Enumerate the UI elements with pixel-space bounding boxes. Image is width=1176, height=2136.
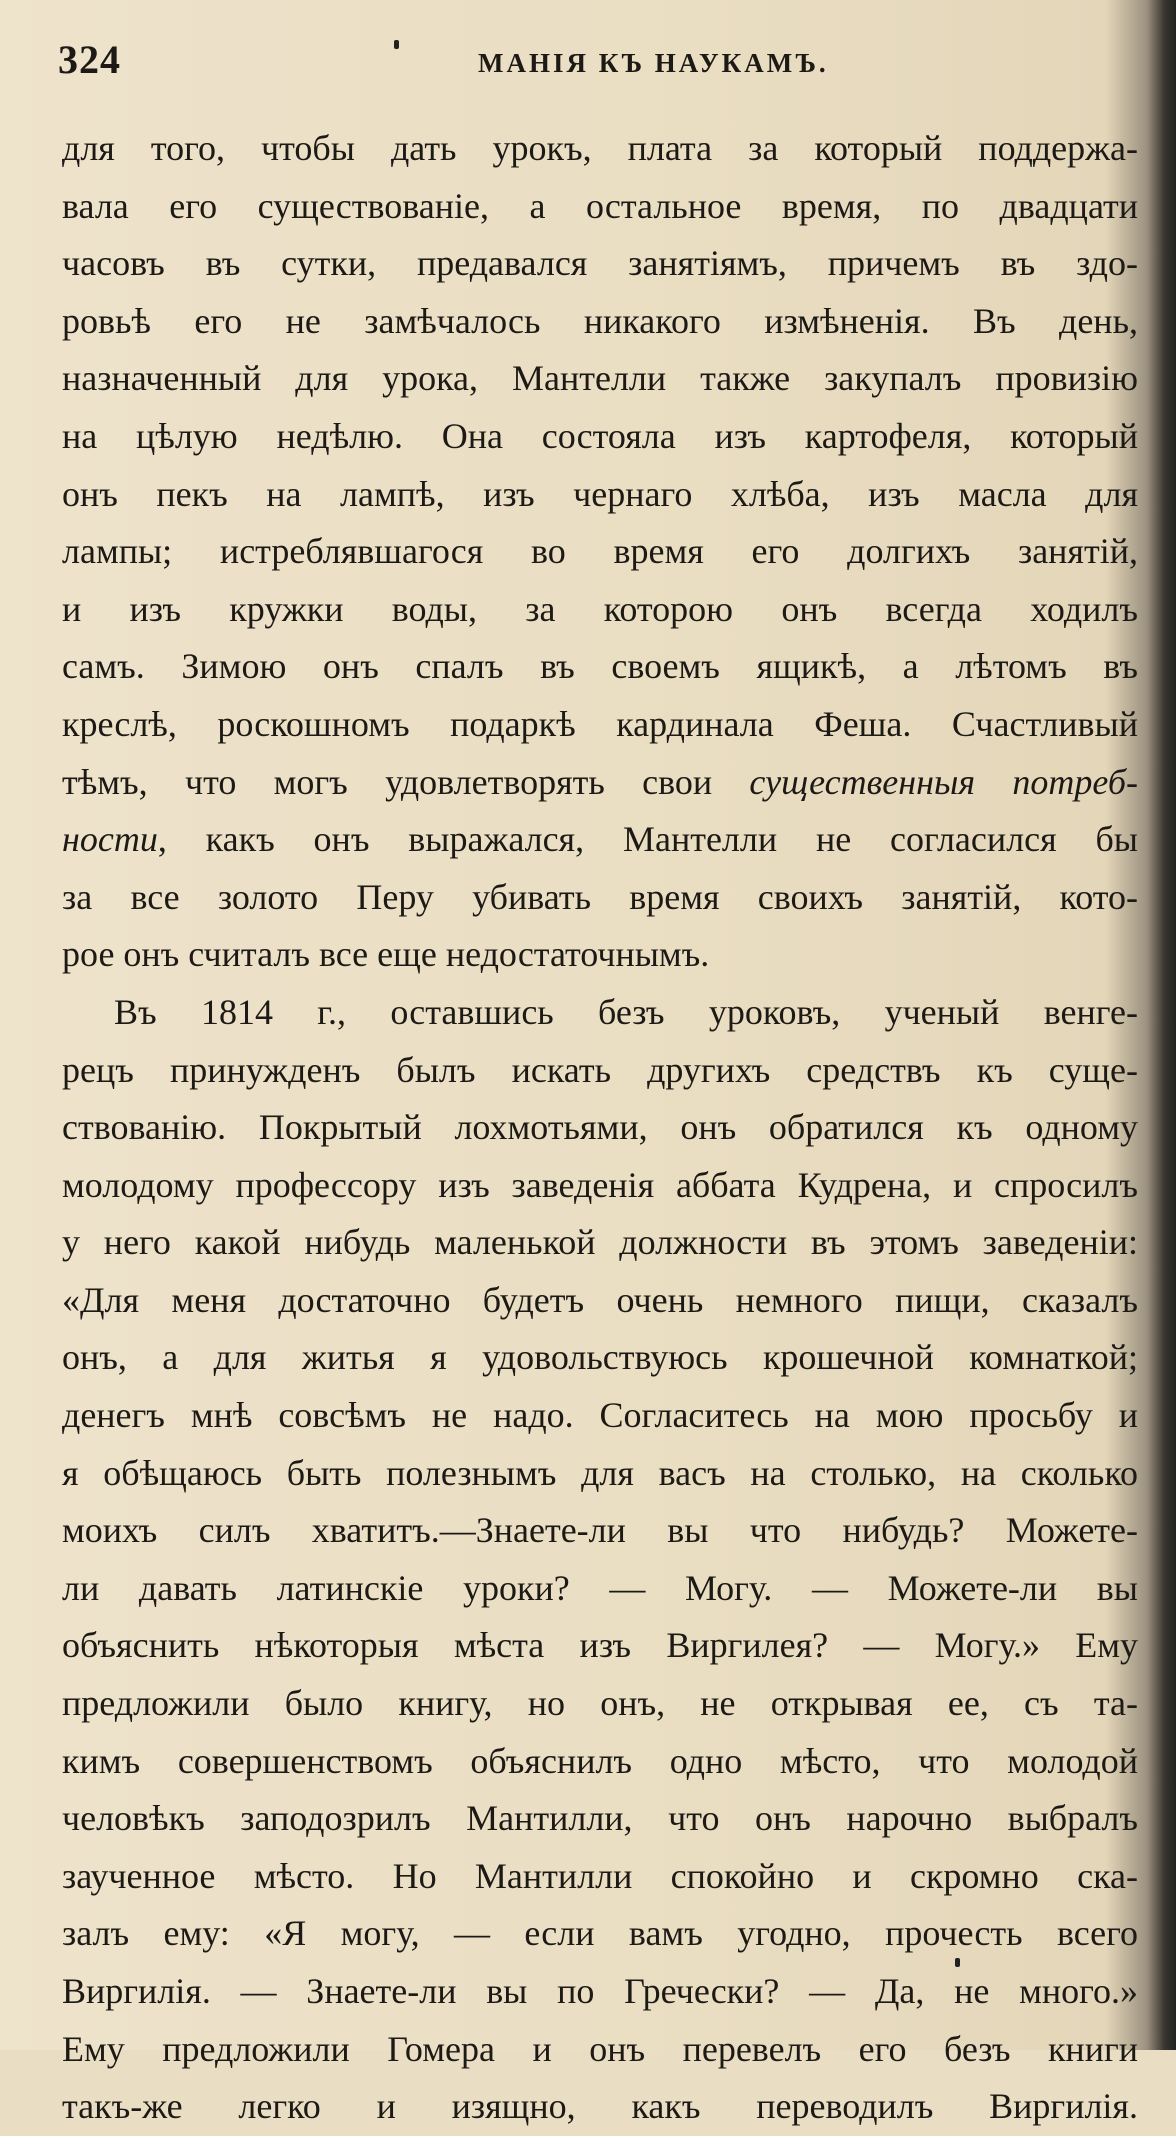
text-line xyxy=(62,1214,1138,1272)
line-text: Въ 1814 г., оставшись безъ уроковъ, ученый венге- xyxy=(114,991,1138,1032)
line-text: онъ пекъ на лампѣ, изъ чернаго хлѣба, изъ масла для xyxy=(62,473,1138,514)
text-line xyxy=(62,1157,1138,1215)
text-line xyxy=(62,1329,1138,1387)
text-line xyxy=(62,926,1138,984)
line-text: , какъ онъ выражался, Мантелли не согласился бы xyxy=(157,819,1138,860)
line-text: рецъ принужденъ былъ искать другихъ средствъ къ суще- xyxy=(62,1049,1138,1090)
text-line xyxy=(62,1675,1138,1733)
ink-speck xyxy=(394,40,399,49)
text-line xyxy=(62,1848,1138,1906)
text-line xyxy=(62,581,1138,639)
italic-phrase: ности xyxy=(62,819,158,860)
text-line xyxy=(62,1445,1138,1503)
line-text: заученное мѣсто. Но Мантилли спокойно и скромно ска- xyxy=(62,1855,1138,1896)
line-text: и изъ кружки воды, за которою онъ всегда ходилъ xyxy=(62,588,1138,629)
line-text: денегъ мнѣ совсѣмъ не надо. Согласитесь на мою просьбу и xyxy=(62,1395,1138,1436)
line-text: «Для меня достаточно будетъ очень немного пищи, сказалъ xyxy=(62,1279,1138,1320)
text-line xyxy=(62,350,1138,408)
line-text: кимъ совершенствомъ объяснилъ одно мѣсто, что молодой xyxy=(62,1740,1138,1781)
text-line xyxy=(62,696,1138,754)
line-text: Ему предложили Гомера и онъ перевелъ его безъ книги xyxy=(62,2028,1138,2069)
line-text: ровьѣ его не замѣчалось никакого измѣненія. Въ день, xyxy=(62,300,1138,341)
line-text: на цѣлую недѣлю. Она состояла изъ картофеля, который xyxy=(62,415,1138,456)
text-line xyxy=(62,293,1138,351)
text-line xyxy=(62,638,1138,696)
text-line xyxy=(62,1790,1138,1848)
text-line xyxy=(62,869,1138,927)
line-text: для того, чтобы дать урокъ, плата за который поддержа- xyxy=(62,128,1138,168)
text-line xyxy=(62,120,1138,178)
text-line xyxy=(62,2021,1138,2079)
line-text: человѣкъ заподозрилъ Мантилли, что онъ нарочно выбралъ xyxy=(62,1798,1138,1839)
text-line xyxy=(62,984,1138,1042)
line-text: предложили было книгу, но онъ, не открывая ее, съ та- xyxy=(62,1683,1138,1724)
text-line xyxy=(62,1099,1138,1157)
text-line xyxy=(62,2078,1138,2136)
running-title: МАНІЯ КЪ НАУКАМЪ. xyxy=(478,48,829,78)
page-number: 324 xyxy=(58,37,121,82)
line-text: залъ ему: «Я могу, — если вамъ угодно, прочесть всего xyxy=(62,1913,1138,1954)
text-line xyxy=(62,523,1138,581)
line-text: онъ, а для житья я удовольствуюсь крошечной комнаткой; xyxy=(62,1337,1138,1378)
text-line xyxy=(62,1272,1138,1330)
line-text: такъ-же легко и изящно, какъ переводилъ Виргилія. xyxy=(62,2086,1138,2127)
line-text: я обѣщаюсь быть полезнымъ для васъ на столько, на сколько xyxy=(62,1452,1138,1493)
line-text: часовъ въ сутки, предавался занятіямъ, причемъ въ здо- xyxy=(62,243,1138,284)
line-text: за все золото Перу убивать время своихъ занятій, кото- xyxy=(62,876,1138,917)
text-line xyxy=(62,1042,1138,1100)
line-text: ли давать латинскіе уроки? — Могу. — Можете-ли вы xyxy=(62,1567,1138,1608)
text-line xyxy=(62,1733,1138,1791)
line-text: Виргилія. — Знаете-ли вы по Гречески? — Да, не много.» xyxy=(62,1971,1138,2011)
line-text: моихъ силъ хватитъ.—Знаете-ли вы что нибудь? Можете- xyxy=(62,1510,1138,1551)
line-text: ствованію. Покрытый лохмотьями, онъ обратился къ одному xyxy=(62,1107,1138,1148)
text-line xyxy=(62,466,1138,524)
text-line xyxy=(62,811,1138,869)
line-text: назначенный для урока, Мантелли также закупалъ провизію xyxy=(62,358,1138,399)
line-text: у него какой нибудь маленькой должности въ этомъ заведеніи: xyxy=(62,1222,1138,1263)
text-line xyxy=(62,1560,1138,1618)
text-line xyxy=(62,1502,1138,1560)
text-line xyxy=(62,754,1138,812)
text-line xyxy=(62,1387,1138,1445)
text-line xyxy=(62,235,1138,293)
page-header xyxy=(58,30,1138,100)
text-line xyxy=(62,1905,1138,1963)
line-text: лампы; истреблявшагося во время его долгихъ занятій, xyxy=(62,531,1138,572)
line-text: креслѣ, роскошномъ подаркѣ кардинала Феша. Счастливый xyxy=(62,703,1138,744)
text-line xyxy=(62,178,1138,236)
text-line xyxy=(62,1617,1138,1675)
text-line xyxy=(62,1963,1138,2021)
line-text: самъ. Зимою онъ спалъ въ своемъ ящикѣ, а лѣтомъ въ xyxy=(62,646,1138,687)
text-line xyxy=(62,408,1138,466)
line-text: молодому профессору изъ заведенія аббата Кудрена, и спросилъ xyxy=(62,1164,1138,1205)
line-text: тѣмъ, что могъ удовлетворять свои xyxy=(62,761,750,802)
line-text: рое онъ считалъ все еще недостаточнымъ. xyxy=(62,934,710,975)
italic-phrase: существенныя потреб- xyxy=(749,761,1138,802)
line-text: объяснить нѣкоторыя мѣста изъ Виргилея? — Могу.» Ему xyxy=(62,1625,1138,1666)
line-text: вала его существованіе, а остальное время, по двадцати xyxy=(62,185,1138,226)
body-text xyxy=(62,120,1138,2136)
